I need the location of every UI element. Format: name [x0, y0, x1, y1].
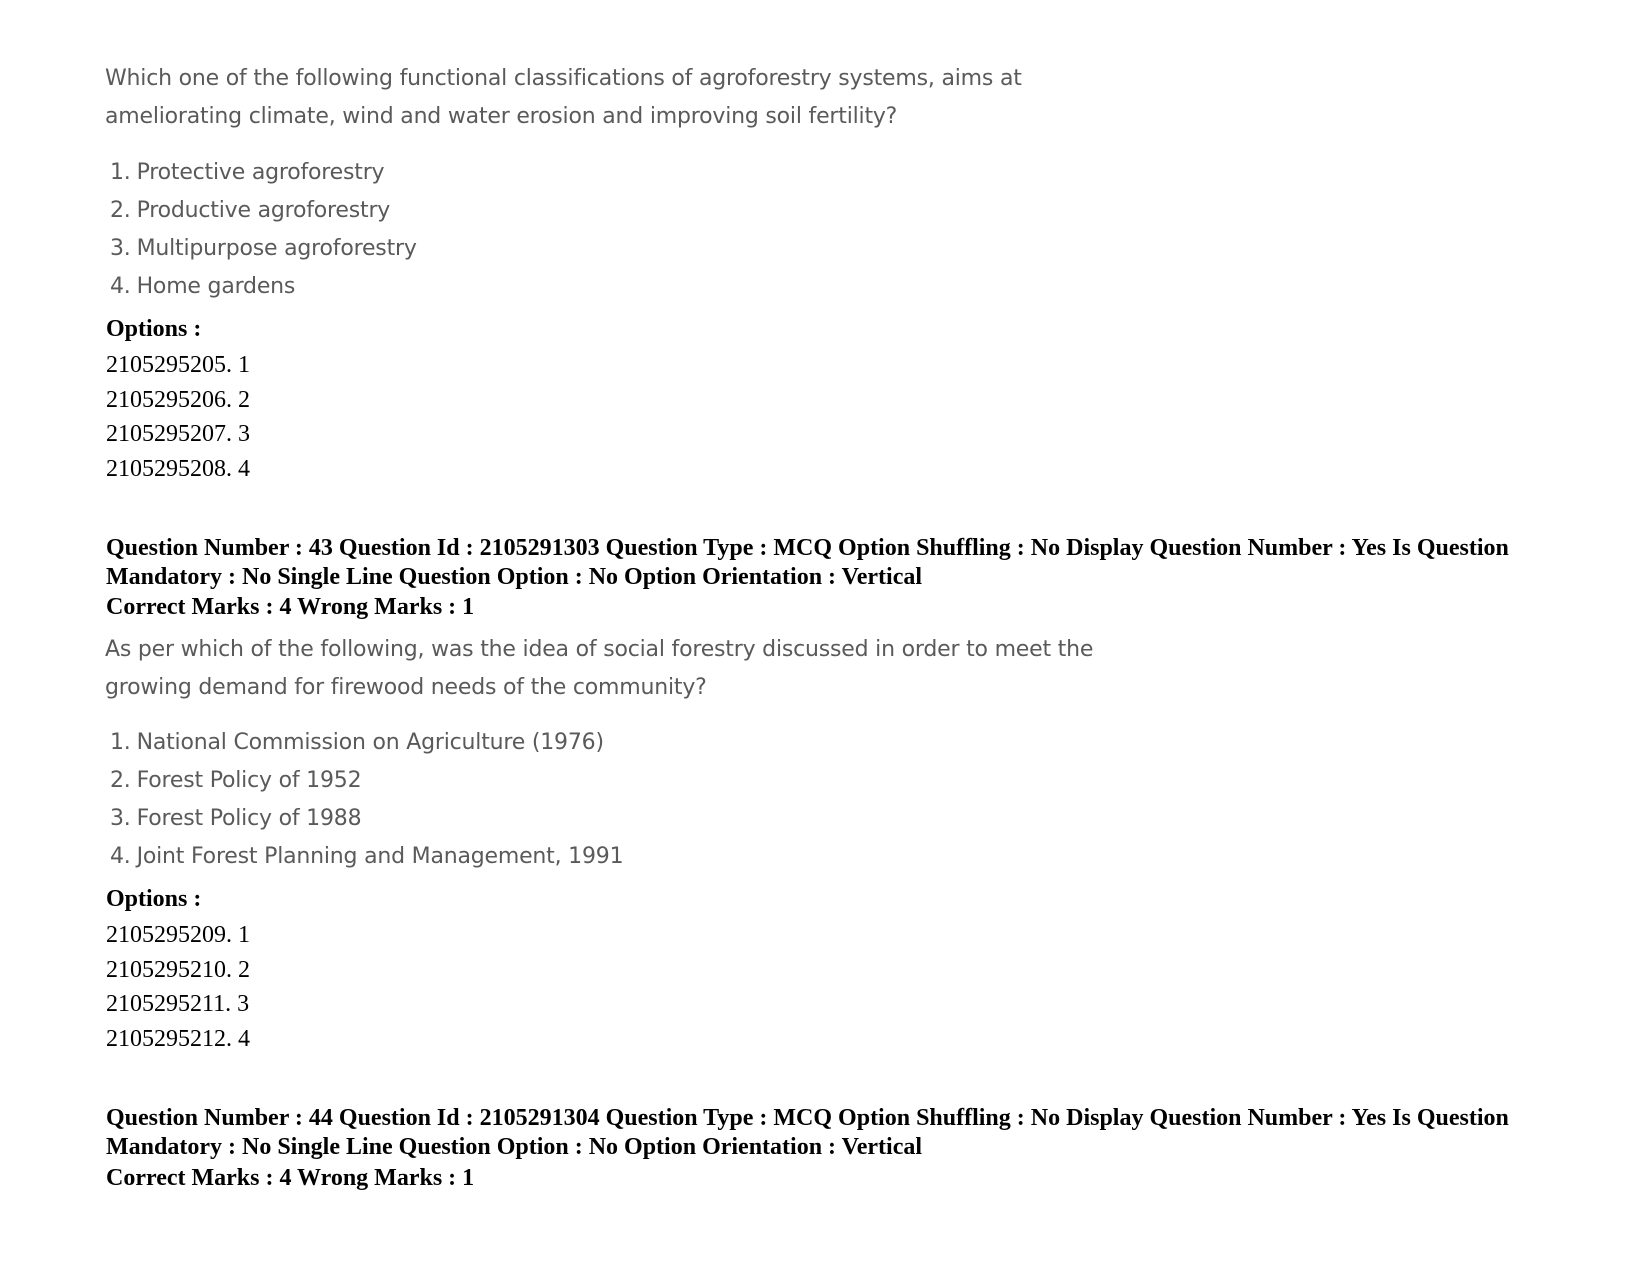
question-line: Which one of the following functional classifications of agroforestry systems, aims at: [105, 66, 1022, 91]
option-id-list: [106, 918, 250, 1056]
question-line: growing demand for firewood needs of the community?: [105, 675, 707, 700]
option-id: 2105295209. 1: [106, 922, 250, 948]
choice-item: [110, 762, 623, 800]
question-text: [105, 60, 1022, 136]
option-id: 2105295205. 1: [106, 352, 250, 378]
question-meta: Question Number : 43 Question Id : 2105291303 Question Type : MCQ Option Shuffling : No Display Question Number : Yes Is Question Mandatory : No Single Line Question Option : No Option Orientation : Vertical: [106, 535, 1509, 590]
option-id: 2105295206. 2: [106, 386, 250, 413]
choice-text: Forest Policy of 1988: [136, 806, 362, 831]
question-meta: Question Number : 44 Question Id : 2105291304 Question Type : MCQ Option Shuffling : No Display Question Number : Yes Is Question Mandatory : No Single Line Question Option : No Option Orientation : Vertical: [106, 1105, 1509, 1160]
choice-number: 4.: [110, 844, 131, 869]
choice-item: [110, 800, 623, 838]
question-text: [105, 631, 1093, 707]
choice-text: Forest Policy of 1952: [136, 768, 362, 793]
option-id: 2105295211. 3: [106, 991, 250, 1017]
options-heading: Options :: [106, 316, 202, 342]
choice-text: Joint Forest Planning and Management, 1991: [136, 844, 624, 869]
choice-item: [110, 268, 417, 306]
choice-number: 2.: [110, 198, 131, 223]
option-id: 2105295208. 4: [106, 455, 250, 482]
choice-number: 1.: [110, 160, 131, 185]
choice-number: 3.: [110, 806, 131, 831]
choice-item: [110, 230, 417, 268]
choice-text: Productive agroforestry: [136, 198, 391, 223]
option-id: 2105295207. 3: [106, 421, 250, 447]
option-id: 2105295210. 2: [106, 956, 250, 983]
choice-item: [110, 154, 417, 192]
choice-list: [110, 724, 623, 876]
choice-text: Protective agroforestry: [136, 160, 385, 185]
choice-text: Multipurpose agroforestry: [136, 236, 417, 261]
question-line: As per which of the following, was the idea of social forestry discussed in order to meet the: [105, 637, 1094, 662]
choice-number: 4.: [110, 274, 131, 299]
option-id: 2105295212. 4: [106, 1025, 250, 1052]
choice-item: [110, 724, 623, 762]
choice-list: [110, 154, 417, 306]
marks-line: Correct Marks : 4 Wrong Marks : 1: [106, 594, 475, 620]
choice-item: [110, 192, 417, 230]
question-line: ameliorating climate, wind and water erosion and improving soil fertility?: [105, 104, 898, 129]
choice-number: 2.: [110, 768, 131, 793]
choice-item: [110, 838, 623, 876]
choice-number: 3.: [110, 236, 131, 261]
choice-number: 1.: [110, 730, 131, 755]
choice-text: National Commission on Agriculture (1976): [136, 730, 604, 755]
marks-line: Correct Marks : 4 Wrong Marks : 1: [106, 1165, 475, 1191]
option-id-list: [106, 348, 250, 486]
choice-text: Home gardens: [136, 274, 296, 299]
options-heading: Options :: [106, 886, 202, 912]
